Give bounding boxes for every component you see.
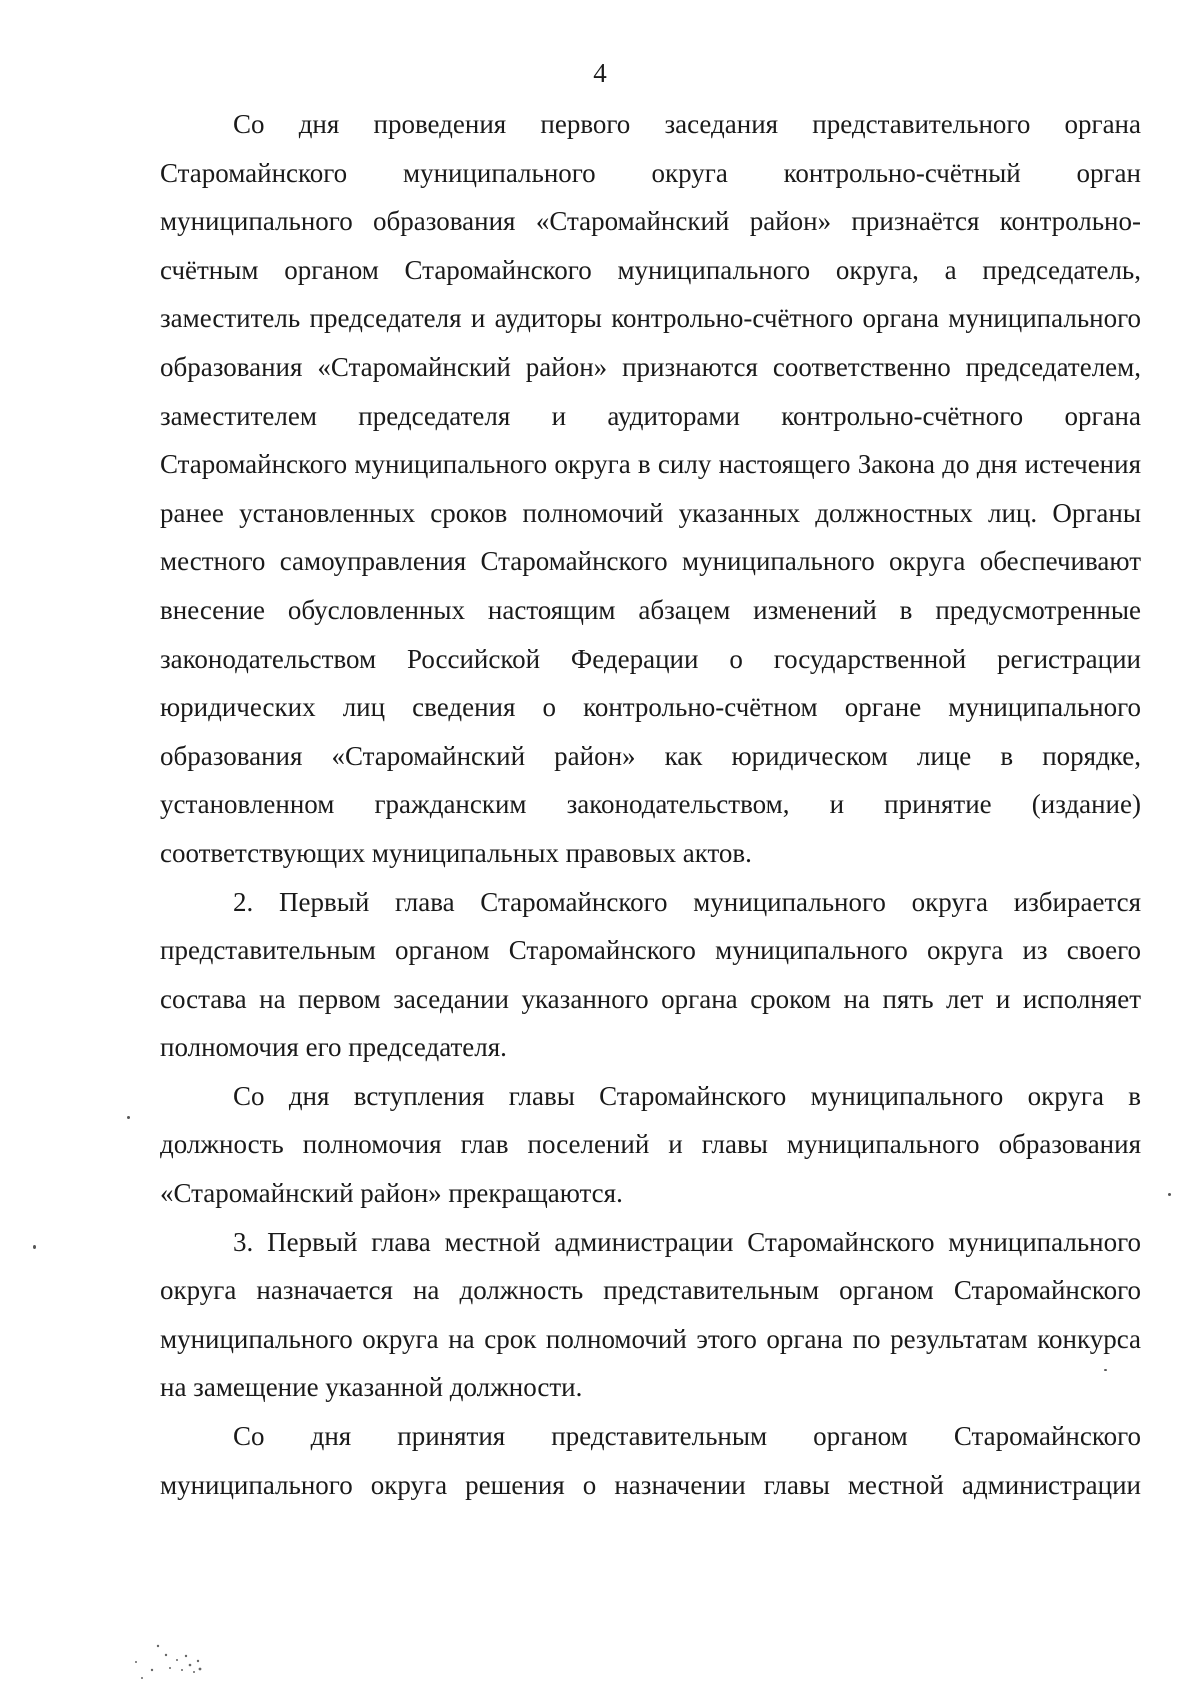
- paragraph-powers-termination: Со дня вступления главы Старомайнского муниципального округа в должность полномочия глав поселений и главы муниципального образования «Старомайнский район» прекращаются.: [160, 1080, 1141, 1209]
- scan-marks: [130, 1640, 250, 1690]
- paragraph-first-head-election: 2. Первый глава Старомайнского муниципального округа избирается представительным органом Старомайнского муниципального округа из своего состава на первом заседании указанного органа сроком на пять лет и исполняет полномочия его председателя.: [160, 886, 1141, 1063]
- paragraph-appointment-decision: Со дня принятия представительным органом Старомайнского муниципального округа решения о назначении главы местной администрации: [160, 1421, 1141, 1500]
- scan-speck: [127, 1116, 130, 1119]
- page-number: 4: [593, 58, 607, 88]
- scan-speck: [1168, 1193, 1171, 1196]
- document-body: [160, 100, 1141, 1509]
- paragraph-control-body-transition: Со дня проведения первого заседания представительного органа Старомайнского муниципального округа контрольно-счётный орган муниципального образования «Старомайнский район» признаётся контрольно-счётным органом Старомайнского муниципального округа, а председатель, заместитель председателя и аудиторы контрольно-счётного органа муниципального образования «Старомайнский район» признаются соответственно председателем, заместителем председателя и аудиторами контрольно-счётного органа Старомайнского муниципального округа в силу настоящего Закона до дня истечения ранее установленных сроков полномочий указанных должностных лиц. Органы местного самоуправления Старомайнского муниципального округа обеспечивают внесение обусловленных настоящим абзацем изменений в предусмотренные законодательством Российской Федерации о государственной регистрации юридических лиц сведения о контрольно-счётном органе муниципального образования «Старомайнский район» как юридическом лице в порядке, установленном гражданским законодательством, и принятие (издание) соответствующих муниципальных правовых актов.: [160, 109, 1141, 868]
- scan-speck: [1104, 1369, 1107, 1371]
- scan-speck: [33, 1245, 36, 1249]
- paragraph-administration-head-appointment: 3. Первый глава местной администрации Старомайнского муниципального округа назначается на должность представительным органом Старомайнского муниципального округа на срок полномочий этого органа по результатам конкурса на замещение указанной должности.: [160, 1226, 1141, 1403]
